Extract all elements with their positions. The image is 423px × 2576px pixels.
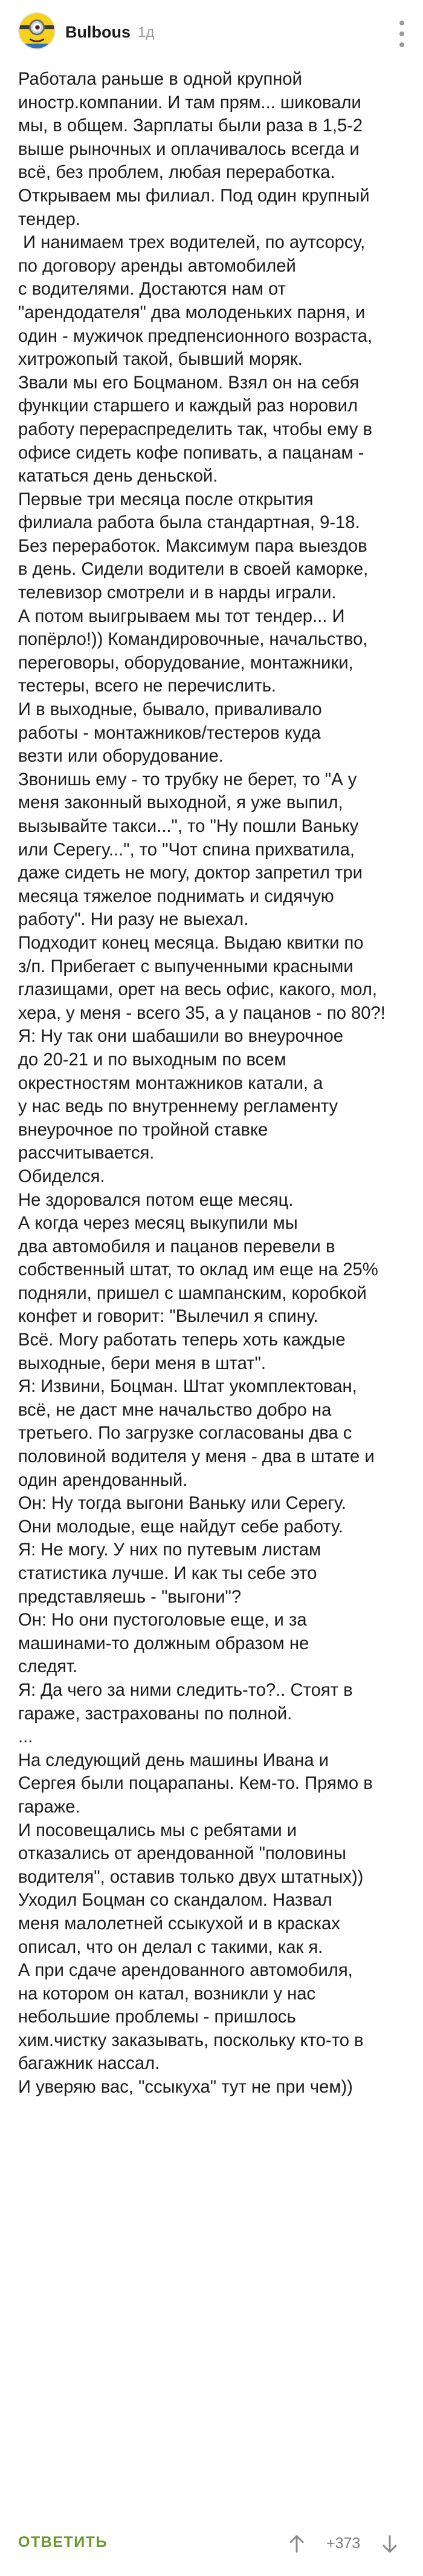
comment-line: месяца тяжелое поднимать и сидячую xyxy=(18,886,334,906)
comment-time: 1д xyxy=(138,24,155,41)
comment-line: Открываем мы филиал. Под один крупный xyxy=(18,186,370,206)
comment-body xyxy=(18,68,408,2099)
comment-line: Не здоровался потом еще месяц. xyxy=(18,1190,294,1210)
comment-line: выше рыночных и оплачивалось всегда и xyxy=(18,139,360,159)
comment-line: иностр.компании. И там прям... шиковали xyxy=(18,93,361,113)
minion-avatar-icon xyxy=(19,13,54,48)
comment-line: работы - монтажников/тестеров куда xyxy=(18,723,321,743)
comment-line: гараже, застрахованы по полной. xyxy=(18,1704,292,1724)
comment-line: всё, без проблем, любая переработка. xyxy=(18,163,335,183)
comment-rating: +373 xyxy=(326,2535,361,2552)
comment-line: половиной водителя у меня - два в штате и xyxy=(18,1447,375,1467)
username[interactable]: Bulbous xyxy=(65,23,131,41)
comment-line: И посовещались мы с ребятами и xyxy=(18,1820,297,1840)
comment-footer xyxy=(0,2523,423,2565)
comment-line: представляешь - "выгони"? xyxy=(18,1587,242,1607)
comment-line: третьего. По загрузке согласованы два с xyxy=(18,1424,352,1443)
comment-line: глазищами, орет на весь офис, какого, мол, xyxy=(18,980,378,1000)
comment-line: описал, что он делал с такими, как я. xyxy=(18,1937,323,1957)
comment-line: И нанимаем трех водителей, по аутсорсу, xyxy=(18,233,366,253)
comment-line: А потом выигрываем мы тот тендер... И xyxy=(18,606,345,626)
comment-line: машинами-то должным образом не xyxy=(18,1633,309,1653)
more-options-icon[interactable] xyxy=(396,21,408,47)
comment-line: Они молодые, еще найдут себе работу. xyxy=(18,1517,343,1537)
comment-line: А когда через месяц выкупили мы xyxy=(18,1214,298,1234)
comment-line: следят. xyxy=(18,1657,78,1677)
comment-line: везти или оборудование. xyxy=(18,747,224,767)
comment-line: На следующий день машины Ивана и xyxy=(18,1750,329,1770)
vote-up-icon[interactable] xyxy=(289,2535,305,2553)
comment-line: Уходил Боцман со скандалом. Назвал xyxy=(18,1891,332,1911)
dot-icon xyxy=(399,42,404,47)
comment-line: Сергея были поцарапаны. Кем-то. Прямо в xyxy=(18,1774,373,1794)
comment-line: Я: Да чего за ними следить-то?.. Стоят в xyxy=(18,1680,353,1700)
comment-line: рассчитывается. xyxy=(18,1143,155,1163)
reply-button[interactable]: ОТВЕТИТЬ xyxy=(18,2534,108,2551)
comment-line: меня малолетней ссыкухой и в красках xyxy=(18,1914,340,1934)
vote-down-icon[interactable] xyxy=(382,2535,398,2553)
comment-line: функции старшего и каждый раз норовил xyxy=(18,396,358,416)
comment-line: на котором он катал, возникли у нас xyxy=(18,1984,316,2004)
comment-line: хитрожопый такой, бывший моряк. xyxy=(18,350,303,370)
comment-line: офисе сидеть кофе попивать, а пацанам - xyxy=(18,443,364,463)
comment-line: вызывайте такси...", то "Ну пошли Ваньку xyxy=(18,817,359,836)
comment-line: Работала раньше в одной крупной xyxy=(18,70,302,89)
comment-line: с водителями. Достаются нам от xyxy=(18,280,286,299)
comment-line: телевизор смотрели и в нарды играли. xyxy=(18,583,337,603)
comment-line: "арендодателя" два молоденьких парня, и xyxy=(18,302,366,322)
comment-line: тестеры, всего не перечислить. xyxy=(18,676,277,696)
comment-line: окрестностям монтажников катали, а xyxy=(18,1073,323,1093)
comment-line: по договору аренды автомобилей xyxy=(18,256,296,276)
comment-line: конфет и говорит: "Вылечил я спину. xyxy=(18,1307,318,1327)
comment-line: отказались от арендованной "половины xyxy=(18,1844,346,1864)
comment-header xyxy=(0,0,423,67)
comment-line: или Серегу...", то "Чот спина прихватила, xyxy=(18,840,355,860)
comment-line: И в выходные, бывало, приваливало xyxy=(18,700,322,720)
comment-line: два автомобиля и пацанов перевели в xyxy=(18,1237,335,1257)
comment-line: Он: Ну тогда выгони Ваньку или Серегу. xyxy=(18,1494,346,1514)
comment-line: Без переработок. Максимум пара выездов xyxy=(18,536,367,556)
dot-icon xyxy=(399,21,404,25)
comment-line: Подходит конец месяца. Выдаю квитки по xyxy=(18,933,364,953)
comment-line: А при сдаче арендованного автомобиля, xyxy=(18,1961,353,1981)
comment-line: внеурочное по тройной ставке xyxy=(18,1120,268,1140)
comment-line: Первые три месяца после открытия xyxy=(18,489,314,509)
user-avatar[interactable] xyxy=(18,12,56,50)
comment-line: меня законный выходной, я уже выпил, xyxy=(18,793,343,813)
dot-icon xyxy=(399,31,404,36)
comment-line: Звонишь ему - то трубку не берет, то "А у xyxy=(18,770,357,789)
comment-line: ... xyxy=(18,1727,33,1747)
comment-line: собственный штат, то оклад им еще на 25% xyxy=(18,1260,378,1280)
comment-line: мы, в общем. Зарплаты были раза в 1,5-2 xyxy=(18,116,363,136)
comment-line: выходные, бери меня в штат". xyxy=(18,1353,266,1373)
comment-line: тендер. xyxy=(18,209,80,229)
comment-line: Звали мы его Боцманом. Взял он на себя xyxy=(18,373,360,393)
comment-line: подняли, пришел с шампанским, коробкой xyxy=(18,1283,367,1303)
comment-line: хим.чистку заказывать, поскольку кто-то в xyxy=(18,2030,364,2050)
comment-line: водителя", оставив только двух штатных)) xyxy=(18,1867,364,1887)
comment-line: один арендованный. xyxy=(18,1470,188,1490)
comment-line: работу перераспределить так, чтобы ему в xyxy=(18,419,373,439)
comment-line: даже сидеть не могу, доктор запретил три xyxy=(18,863,363,883)
comment-line: Я: Ну так они шабашили во внеурочное xyxy=(18,1027,344,1047)
comment-line: Обиделся. xyxy=(18,1166,105,1186)
comment-line: у нас ведь по внутреннему регламенту xyxy=(18,1097,338,1117)
comment-line: И уверяю вас, "ссыкуха" тут не при чем)) xyxy=(18,2077,353,2097)
comment-line: в день. Сидели водители в своей каморке, xyxy=(18,560,369,580)
comment-line: переговоры, оборудование, монтажники, xyxy=(18,653,354,673)
comment-line: гараже. xyxy=(18,1797,80,1817)
comment-line: всё, не даст мне начальство добро на xyxy=(18,1400,332,1420)
comment-line: Я: Извини, Боцман. Штат укомплектован, xyxy=(18,1377,357,1397)
comment-line: хера, у меня - всего 35, а у пацанов - по 80?! xyxy=(18,1003,386,1023)
comment-line: до 20-21 и по выходным по всем xyxy=(18,1050,286,1070)
comment-line: один - мужичок предпенсионного возраста, xyxy=(18,326,373,346)
comment-line: багажник нассал. xyxy=(18,2054,160,2074)
comment-line: Я: Не могу. У них по путевым листам xyxy=(18,1540,321,1560)
comment-line: з/п. Прибегает с выпученными красными xyxy=(18,956,354,976)
comment-line: попёрло!)) Командировочные, начальство, xyxy=(18,630,368,650)
comment-line: Всё. Могу работать теперь хоть каждые xyxy=(18,1330,346,1350)
comment-line: Он: Но они пустоголовые еще, и за xyxy=(18,1610,307,1630)
comment-line: кататься день деньской. xyxy=(18,466,218,486)
comment-line: статистика лучше. И как ты себе это xyxy=(18,1564,317,1583)
comment-line: небольшие проблемы - пришлось xyxy=(18,2007,296,2027)
comment-line: филиала работа была стандартная, 9-18. xyxy=(18,513,360,533)
comment-line: работу". Ни разу не выехал. xyxy=(18,910,249,930)
